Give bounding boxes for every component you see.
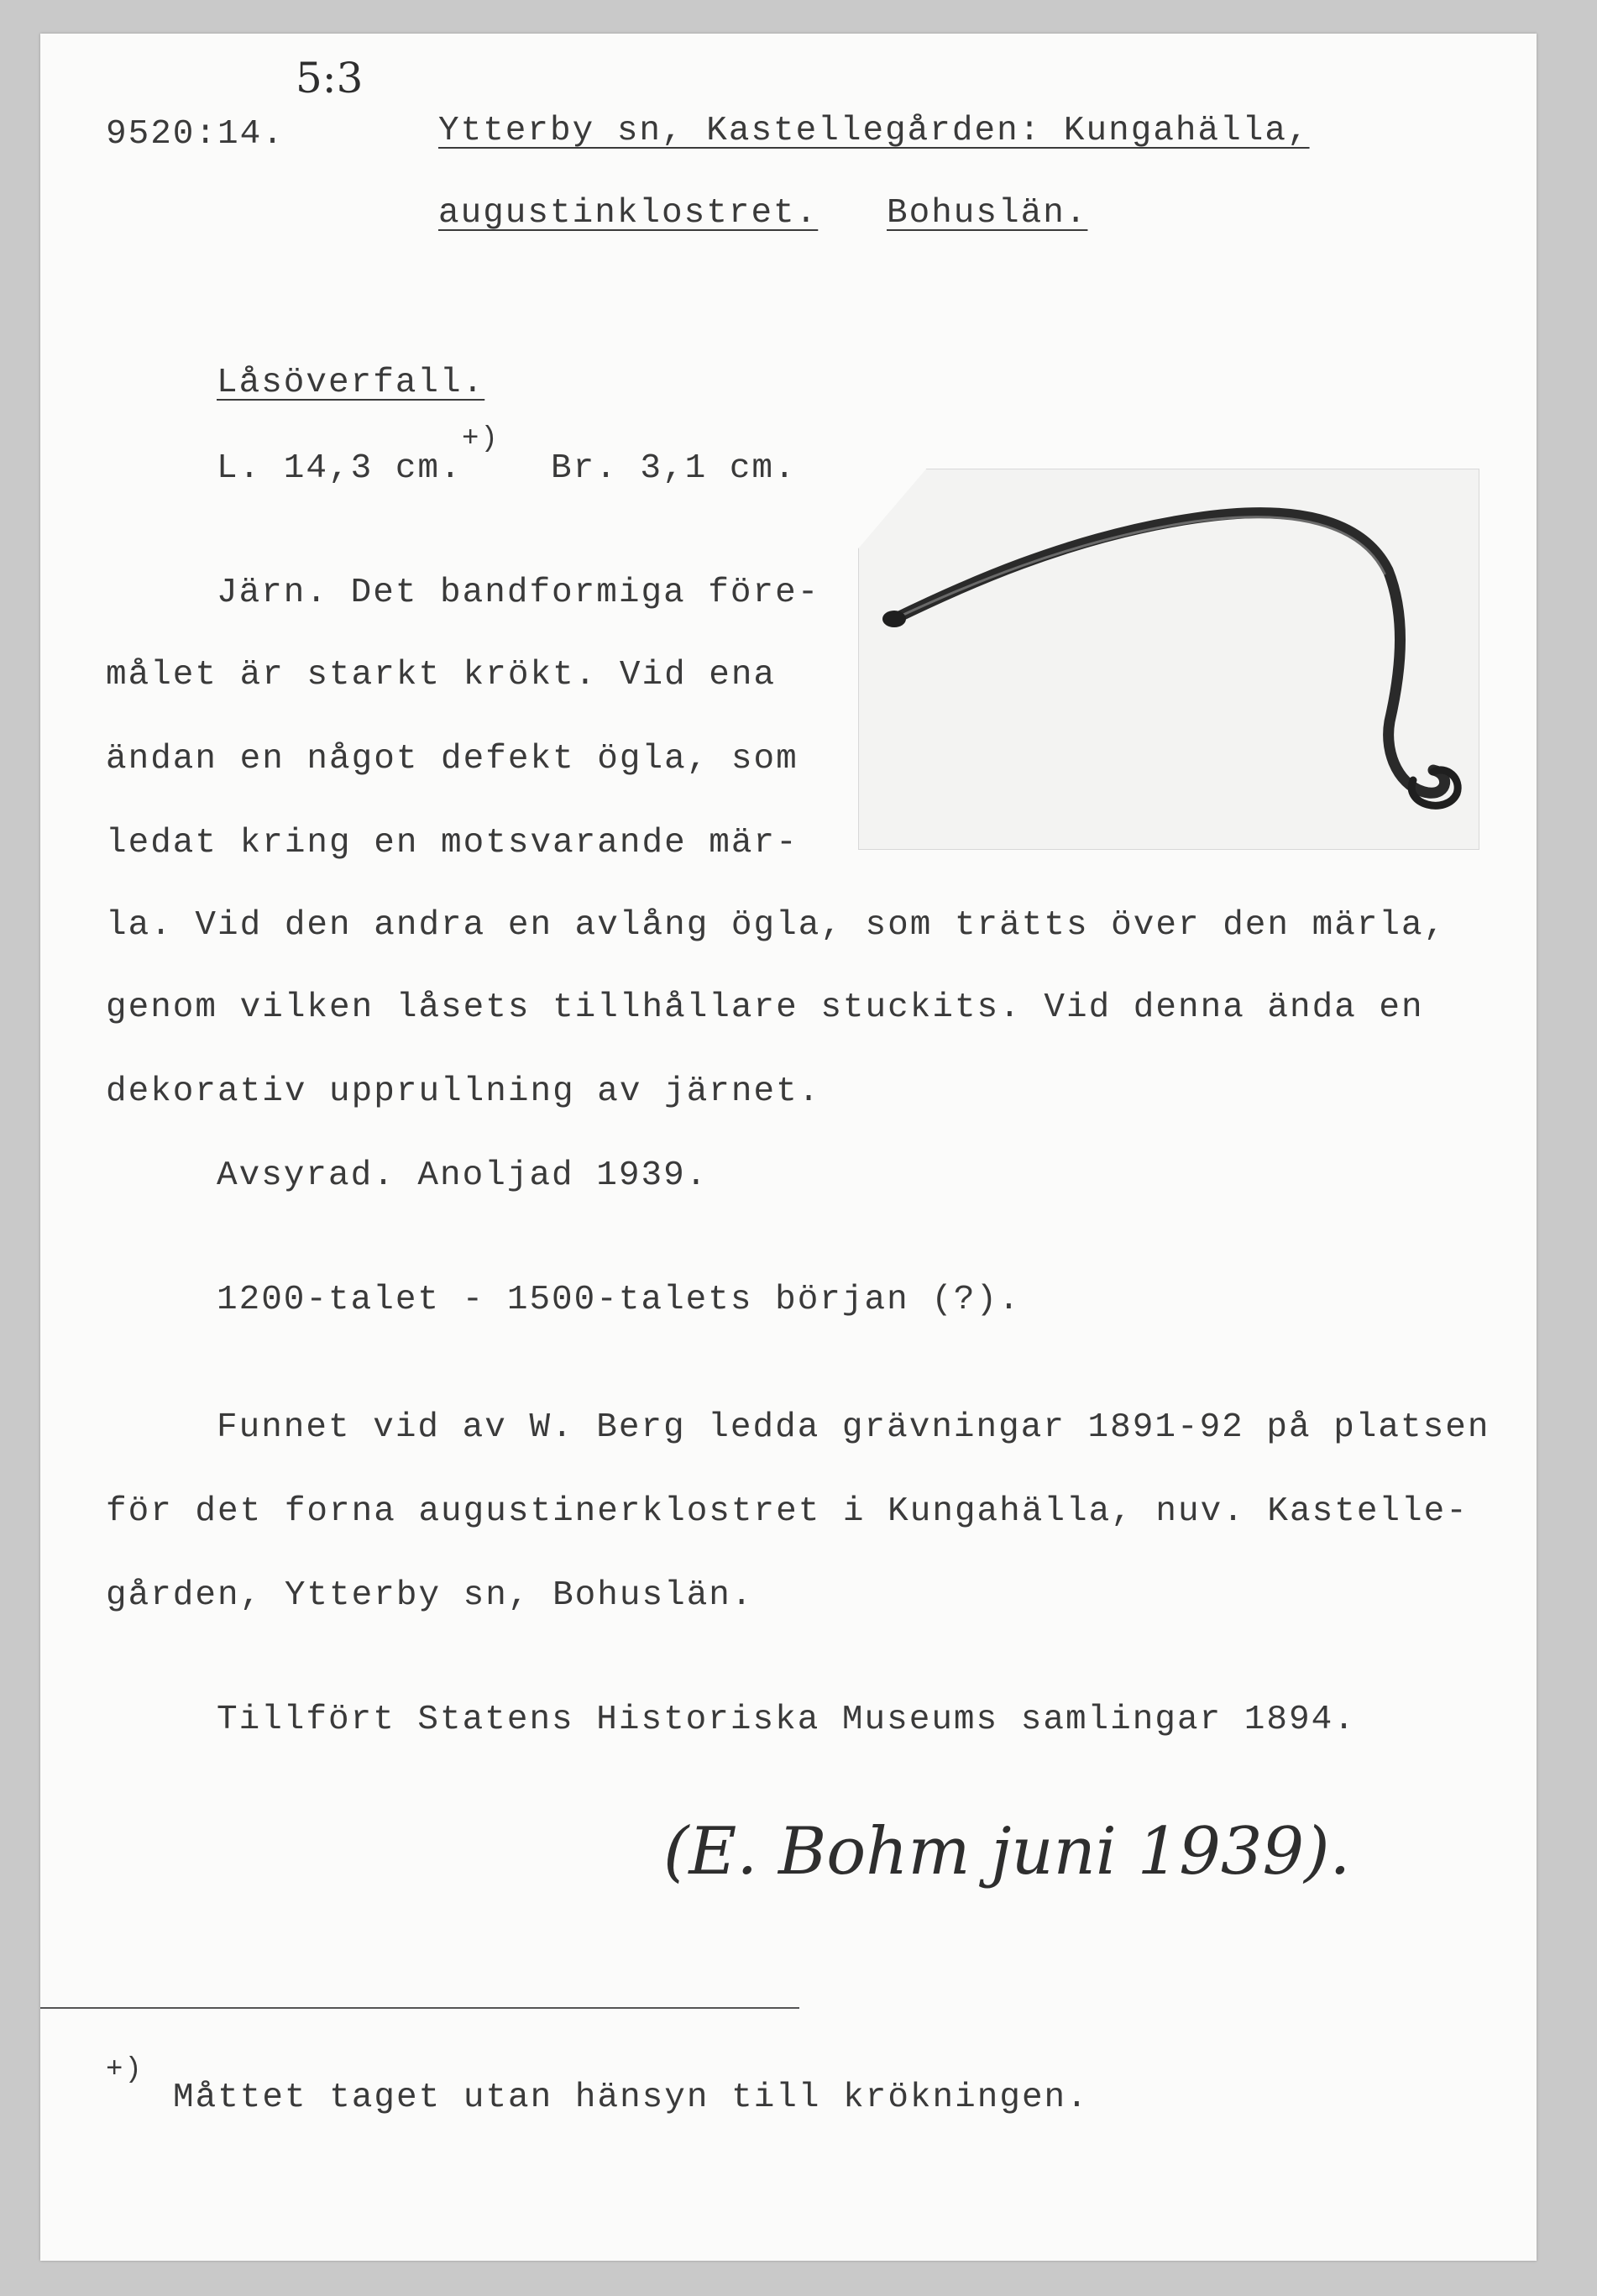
location-line-2: augustinklostret. [438, 194, 819, 233]
iron-hasp-image [859, 469, 1479, 849]
object-length: L. 14,3 cm. [217, 449, 463, 488]
footnote-marker: +) [462, 423, 500, 455]
handwritten-reference: 5:3 [296, 54, 364, 102]
description-line: målet är starkt krökt. Vid ena [106, 656, 777, 695]
province: Bohuslän. [887, 194, 1088, 233]
provenance-line: Funnet vid av W. Berg ledda grävningar 1891-92 på platsen [217, 1408, 1490, 1447]
footnote-divider [40, 2007, 799, 2009]
accession-note: Tillfört Statens Historiska Museums samlingar 1894. [217, 1701, 1356, 1739]
signature: (E. Bohm juni 1939). [663, 1814, 1351, 1890]
treatment-note: Avsyrad. Anoljad 1939. [217, 1156, 709, 1195]
description-line: ändan en något defekt ögla, som [106, 740, 798, 778]
object-breadth: Br. 3,1 cm. [551, 449, 797, 488]
description-line: ledat kring en motsvarande mär- [106, 824, 798, 862]
description-line: genom vilken låsets tillhållare stuckits. Vid denna ända en [106, 988, 1424, 1027]
location-line-1: Ytterby sn, Kastellegården: Kungahälla, [438, 112, 1310, 150]
description-line: Järn. Det bandformiga före- [217, 574, 820, 612]
description-line: la. Vid den andra en avlång ögla, som trätts över den märla, [106, 906, 1447, 945]
dating: 1200-talet - 1500-talets början (?). [217, 1281, 1021, 1319]
footnote-mark: +) [106, 2054, 144, 2086]
object-photo [858, 469, 1479, 850]
footnote-text: Måttet taget utan hänsyn till krökningen. [173, 2078, 1089, 2117]
description-line: dekorativ upprullning av järnet. [106, 1072, 821, 1111]
provenance-line: för det forna augustinerklostret i Kungahälla, nuv. Kastelle- [106, 1492, 1469, 1531]
provenance-line: gården, Ytterby sn, Bohuslän. [106, 1576, 754, 1615]
catalog-number: 9520:14. [106, 115, 285, 154]
object-title: Låsöverfall. [217, 364, 485, 402]
